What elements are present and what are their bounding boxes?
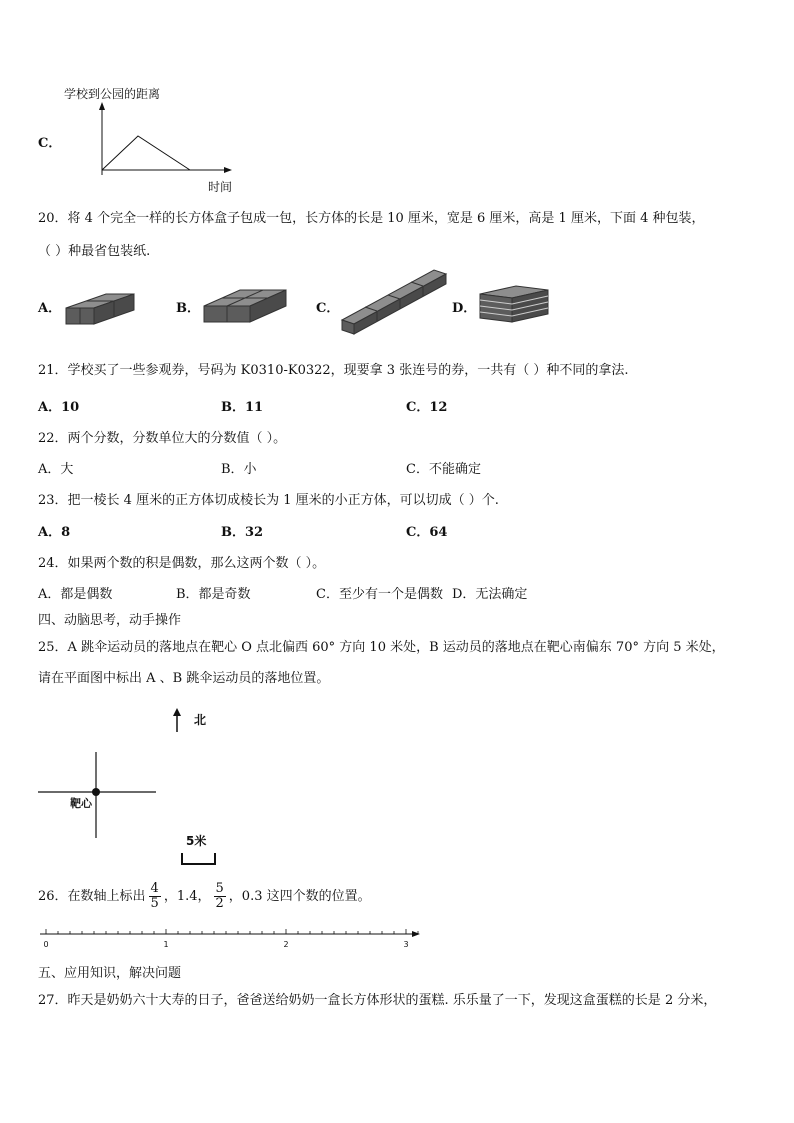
q19-option-c-label: C． — [38, 136, 62, 151]
q20-option-d-image — [476, 282, 552, 326]
q20-option-a-image — [62, 278, 137, 328]
number-line-label: 1 — [163, 940, 169, 949]
q22-option-a[interactable]: A．大 — [38, 462, 74, 477]
q27-stem-line1: 27．昨天是奶奶六十大寿的日子，爸爸送给奶奶一盒长方体形状的蛋糕. 乐乐量了一下，发现这盒蛋糕的长是 2 分米， — [38, 993, 717, 1008]
q22-option-b[interactable]: B．小 — [221, 462, 257, 477]
q26-fraction-1-numerator: 4 — [150, 881, 159, 896]
q26-fraction-2-denominator: 2 — [215, 896, 224, 911]
q21-stem: 21．学校买了一些参观券，号码为 K0310-K0322，现要拿 3 张连号的券，一共有（ ）种不同的拿法. — [38, 363, 629, 378]
q21-option-b[interactable]: B．11 — [221, 400, 264, 415]
q22-option-c[interactable]: C．不能确定 — [406, 462, 481, 477]
q26-fraction-1 — [149, 882, 161, 911]
q26-stem-suffix: ，0.3 这四个数的位置。 — [228, 889, 371, 904]
q24-option-c[interactable]: C．至少有一个是偶数 — [316, 587, 443, 602]
q23-option-a[interactable]: A．8 — [38, 525, 71, 540]
q23-stem: 23．把一棱长 4 厘米的正方体切成棱长为 1 厘米的小正方体，可以切成（ ）个. — [38, 493, 499, 508]
q20-option-b[interactable]: B． — [176, 301, 200, 316]
q20-option-c[interactable]: C． — [316, 301, 340, 316]
q25-stem-line1: 25．A 跳伞运动员的落地点在靶心 O 点北偏西 60° 方向 10 米处，B 运动员的落地点在靶心南偏东 70° 方向 5 米处， — [38, 640, 725, 655]
q23-option-b[interactable]: B．32 — [221, 525, 264, 540]
q20-stem-line1: 20．将 4 个完全一样的长方体盒子包成一包，长方体的长是 10 厘米，宽是 6 厘米，高是 1 厘米，下面 4 种包装， — [38, 211, 705, 226]
q24-stem: 24．如果两个数的积是偶数，那么这两个数（ ）。 — [38, 556, 326, 571]
q24-option-d[interactable]: D．无法确定 — [452, 587, 528, 602]
q26-stem — [38, 882, 371, 911]
q26-fraction-1-denominator: 5 — [150, 896, 159, 911]
q20-option-b-image — [200, 276, 290, 328]
q20-option-d[interactable]: D． — [452, 301, 477, 316]
q21-option-a[interactable]: A．10 — [38, 400, 80, 415]
q20-option-a[interactable]: A． — [38, 301, 62, 316]
q25-scale-bar — [182, 853, 215, 864]
q23-option-c[interactable]: C．64 — [406, 525, 448, 540]
q26-fraction-2-numerator: 5 — [215, 881, 224, 896]
q21-option-c[interactable]: C．12 — [406, 400, 448, 415]
q20-option-c-image — [338, 266, 450, 338]
number-line-label: 2 — [283, 940, 289, 949]
q25-center-label: 靶心 — [70, 797, 92, 810]
q26-number-line — [36, 925, 426, 951]
q25-scale-label: 5米 — [186, 834, 207, 848]
q19-distance-time-graph — [88, 100, 238, 180]
q26-stem-prefix: 26．在数轴上标出 — [38, 889, 146, 904]
q22-stem: 22．两个分数，分数单位大的分数值（ ）。 — [38, 431, 287, 446]
q25-target-center — [92, 788, 100, 796]
q19-y-axis-label: 学校到公园的距离 — [64, 87, 161, 101]
section-4-heading: 四、动脑思考，动手操作 — [38, 613, 182, 628]
number-line-label: 0 — [43, 940, 49, 949]
q26-stem-mid: ，1.4， — [163, 889, 211, 904]
q19-x-axis-label: 时间 — [208, 180, 233, 194]
q24-option-b[interactable]: B．都是奇数 — [176, 587, 251, 602]
q19-option-c — [38, 80, 258, 195]
q25-plane-diagram — [30, 700, 250, 870]
q24-option-a[interactable]: A．都是偶数 — [38, 587, 113, 602]
q25-stem-line2: 请在平面图中标出 A 、B 跳伞运动员的落地位置。 — [38, 671, 330, 686]
q26-fraction-2 — [214, 882, 226, 911]
q25-north-label: 北 — [194, 713, 207, 727]
number-line-label: 3 — [403, 940, 409, 949]
section-5-heading: 五、应用知识，解决问题 — [38, 966, 182, 981]
q20-stem-line2: （ ）种最省包装纸. — [38, 244, 151, 259]
